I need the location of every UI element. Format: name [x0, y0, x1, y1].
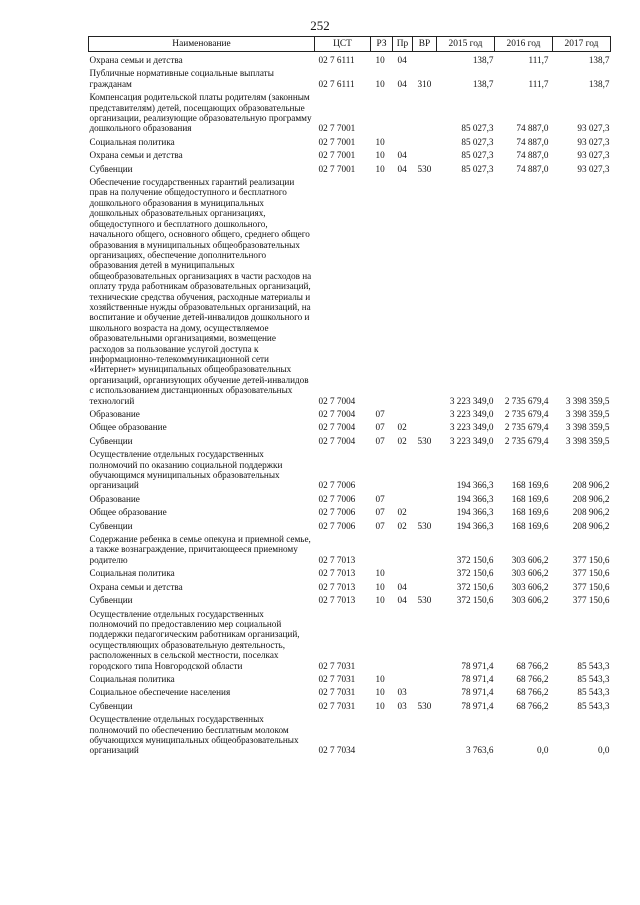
row-value-2016: 111,7 [528, 78, 549, 89]
row-vr: 530 [417, 595, 432, 606]
row-pr [393, 448, 413, 493]
row-rz: 10 [375, 163, 385, 174]
row-rz: 07 [375, 493, 385, 504]
row-value-2017: 85 543,3 [577, 700, 610, 711]
table-body [89, 52, 611, 758]
row-name: Охрана семьи и детства [89, 150, 183, 161]
row-vr: 530 [417, 520, 432, 531]
row-value-2015: 3 763,6 [465, 745, 494, 756]
table-row [89, 520, 611, 533]
row-value-2015: 3 223 349,0 [449, 435, 494, 446]
row-name: Общее образование [89, 507, 167, 518]
row-value-2017: 377 150,6 [572, 568, 610, 579]
row-vr [413, 52, 437, 68]
row-cst: 02 7 7006 [318, 507, 356, 518]
header-pr: Пр [393, 37, 413, 52]
row-vr [413, 686, 437, 699]
row-value-2017: 85 543,3 [577, 673, 610, 684]
header-2017: 2017 год [553, 37, 611, 52]
row-value-2017: 93 027,3 [577, 150, 610, 161]
row-name: Охрана семьи и детства [89, 581, 183, 592]
row-rz: 07 [375, 520, 385, 531]
row-vr [413, 608, 437, 673]
row-value-2017: 138,7 [588, 78, 610, 89]
row-cst: 02 7 7004 [318, 422, 356, 433]
table-row [89, 567, 611, 580]
table-row [89, 493, 611, 506]
row-cst: 02 7 6111 [318, 55, 355, 65]
header-rz: РЗ [371, 37, 393, 52]
page-number: 252 [310, 18, 330, 33]
row-cst: 02 7 6111 [318, 78, 355, 89]
row-rz: 10 [375, 568, 385, 579]
row-value-2015: 78 971,4 [461, 687, 494, 698]
row-name: Субвенции [89, 435, 133, 446]
row-value-2015: 138,7 [472, 55, 494, 65]
row-value-2015: 194 366,3 [456, 480, 494, 491]
row-value-2017: 3 398 359,5 [565, 422, 610, 433]
row-name: Охрана семьи и детства [89, 55, 183, 65]
row-cst: 02 7 7031 [318, 700, 356, 711]
row-value-2017: 3 398 359,5 [565, 409, 610, 419]
row-value-2017: 3 398 359,5 [565, 435, 610, 446]
row-rz [371, 533, 393, 567]
row-vr: 530 [417, 700, 432, 711]
row-cst: 02 7 7004 [318, 435, 356, 446]
row-name: Осуществление отдельных государственных полномочий по предоставлению мер социальной поддержки педагогическим работникам организаций, осуществляющих образовательную деятельность, расположенных в сельской местности, поселках городского типа Новгородской области [89, 608, 300, 671]
table-header-row [89, 37, 611, 52]
row-pr [393, 493, 413, 506]
row-value-2016: 68 766,2 [516, 673, 549, 684]
row-value-2016: 68 766,2 [516, 660, 549, 671]
row-value-2015: 3 223 349,0 [449, 395, 494, 406]
row-value-2017: 377 150,6 [572, 554, 610, 565]
row-rz [371, 608, 393, 673]
row-value-2017: 377 150,6 [572, 595, 610, 606]
row-name: Обеспечение государственных гарантий реализации прав на получение общедоступного и бесплатного дошкольного образования в муниципальных дошкольных образовательных организациях, общедоступного и бесплатного дошкольного, начального общего, основного общего, среднего общего образования в муниципальных общеобразовательных организациях, обеспечение дополнительного образования детей в муниципальных общеобразовательных организациях в части расходов на оплату труда работникам образовательных организаций, технические средства обучения, расходные материалы и хозяйственные нужды образовательных организаций, на воспитание и обучение детей-инвалидов дошкольного и школьного возраста на дому, осуществляемое образовательными организациями, возмещение расходов за пользование услугой доступа к информационно-телекоммуникационной сети «Интернет» муниципальных общеобразовательных организаций, организующих обучение детей-инвалидов с использованием дистанционных образовательных технологий [89, 177, 312, 406]
row-pr [393, 176, 413, 408]
row-value-2015: 372 150,6 [456, 554, 494, 565]
row-rz: 07 [375, 435, 385, 446]
row-cst: 02 7 7013 [318, 568, 356, 579]
row-pr: 04 [397, 581, 407, 592]
row-name: Социальное обеспечение населения [89, 687, 231, 698]
row-name: Образование [89, 493, 140, 504]
row-pr: 04 [397, 55, 407, 65]
table-row [89, 136, 611, 149]
row-vr [413, 176, 437, 408]
row-name: Осуществление отдельных государственных полномочий по оказанию социальной поддержки обучающимся муниципальных образовательных организаций [89, 449, 283, 491]
row-value-2017: 85 543,3 [577, 660, 610, 671]
row-pr: 02 [397, 520, 407, 531]
row-vr [413, 533, 437, 567]
row-rz: 10 [375, 595, 385, 606]
row-value-2015: 138,7 [472, 78, 494, 89]
row-value-2015: 194 366,3 [456, 493, 494, 504]
row-value-2017: 93 027,3 [577, 136, 610, 147]
row-vr [413, 91, 437, 136]
header-cst: ЦСТ [315, 37, 371, 52]
row-cst: 02 7 7031 [318, 673, 356, 684]
row-rz: 10 [375, 687, 385, 698]
row-pr: 04 [397, 150, 407, 161]
row-value-2016: 111,7 [528, 55, 549, 65]
row-value-2017: 208 906,2 [572, 480, 610, 491]
row-value-2015: 78 971,4 [461, 660, 494, 671]
row-value-2015: 3 223 349,0 [449, 422, 494, 433]
row-value-2015: 85 027,3 [461, 123, 494, 134]
row-rz: 07 [375, 409, 385, 419]
row-vr: 310 [417, 78, 432, 89]
row-cst: 02 7 7006 [318, 480, 356, 491]
row-name: Субвенции [89, 595, 133, 606]
row-vr [413, 506, 437, 519]
row-value-2016: 303 606,2 [511, 568, 549, 579]
row-pr [393, 408, 413, 421]
row-name: Субвенции [89, 520, 133, 531]
row-value-2016: 74 887,0 [516, 150, 549, 161]
row-rz: 10 [375, 700, 385, 711]
row-rz: 10 [375, 55, 385, 65]
row-pr [393, 567, 413, 580]
row-rz: 10 [375, 136, 385, 147]
row-name: Субвенции [89, 700, 133, 711]
row-rz [371, 448, 393, 493]
row-value-2015: 78 971,4 [461, 700, 494, 711]
table-row [89, 67, 611, 91]
row-value-2016: 168 169,6 [511, 480, 549, 491]
row-vr: 530 [417, 435, 432, 446]
row-pr: 03 [397, 687, 407, 698]
row-value-2015: 372 150,6 [456, 568, 494, 579]
row-vr [413, 493, 437, 506]
budget-table [88, 36, 611, 758]
row-pr: 04 [397, 595, 407, 606]
row-name: Компенсация родительской платы родителям (законным представителям) детей, посещающих образовательные организации, реализующие образовательную программу дошкольного образования [89, 92, 312, 134]
table-row [89, 700, 611, 713]
row-pr [393, 91, 413, 136]
row-vr [413, 408, 437, 421]
row-rz [371, 713, 393, 758]
table-row [89, 608, 611, 673]
row-rz: 07 [375, 422, 385, 433]
row-rz: 10 [375, 150, 385, 161]
row-name: Социальная политика [89, 136, 175, 147]
row-rz [371, 176, 393, 408]
row-cst: 02 7 7034 [318, 745, 356, 756]
row-value-2016: 68 766,2 [516, 700, 549, 711]
row-value-2015: 372 150,6 [456, 581, 494, 592]
row-value-2016: 168 169,6 [511, 493, 549, 504]
row-value-2017: 208 906,2 [572, 493, 610, 504]
row-vr [413, 136, 437, 149]
row-pr: 03 [397, 700, 407, 711]
row-value-2017: 85 543,3 [577, 687, 610, 698]
row-cst: 02 7 7004 [318, 395, 356, 406]
table-row [89, 421, 611, 434]
row-vr [413, 581, 437, 594]
row-pr: 04 [397, 78, 407, 89]
row-value-2015: 85 027,3 [461, 150, 494, 161]
table-row [89, 163, 611, 176]
row-pr [393, 608, 413, 673]
row-rz: 07 [375, 507, 385, 518]
row-name: Образование [89, 409, 140, 419]
row-name: Социальная политика [89, 673, 175, 684]
row-vr [413, 149, 437, 162]
row-rz: 10 [375, 78, 385, 89]
row-cst: 02 7 7001 [318, 150, 356, 161]
table-row [89, 176, 611, 408]
row-value-2016: 2 735 679,4 [504, 395, 549, 406]
row-value-2016: 74 887,0 [516, 163, 549, 174]
row-pr: 02 [397, 507, 407, 518]
row-cst: 02 7 7013 [318, 595, 356, 606]
table-row [89, 506, 611, 519]
row-pr [393, 136, 413, 149]
table-row [89, 533, 611, 567]
table-row [89, 713, 611, 758]
row-vr: 530 [417, 163, 432, 174]
row-name: Общее образование [89, 422, 167, 433]
row-vr [413, 713, 437, 758]
row-value-2017: 377 150,6 [572, 581, 610, 592]
row-name: Социальная политика [89, 568, 175, 579]
row-cst: 02 7 7001 [318, 136, 356, 147]
row-value-2017: 0,0 [598, 745, 610, 756]
row-cst: 02 7 7013 [318, 581, 356, 592]
row-value-2017: 93 027,3 [577, 123, 610, 134]
row-value-2016: 0,0 [537, 745, 549, 756]
row-value-2016: 74 887,0 [516, 136, 549, 147]
row-rz: 10 [375, 581, 385, 592]
row-vr [413, 567, 437, 580]
table-row [89, 91, 611, 136]
row-name: Публичные нормативные социальные выплаты гражданам [89, 68, 274, 89]
table-row [89, 581, 611, 594]
row-value-2016: 74 887,0 [516, 123, 549, 134]
header-name: Наименование [89, 37, 315, 52]
row-value-2016: 303 606,2 [511, 581, 549, 592]
table-row [89, 686, 611, 699]
row-vr [413, 448, 437, 493]
row-cst: 02 7 7004 [318, 409, 356, 419]
table-row [89, 149, 611, 162]
row-value-2017: 3 398 359,5 [565, 395, 610, 406]
row-value-2017: 93 027,3 [577, 163, 610, 174]
row-name: Осуществление отдельных государственных полномочий по обеспечению бесплатным молоком обучающихся муниципальных общеобразовательных организаций [89, 714, 299, 756]
table-row [89, 435, 611, 448]
row-vr [413, 421, 437, 434]
row-value-2017: 138,7 [588, 55, 610, 65]
row-name: Содержание ребенка в семье опекуна и приемной семье, а также вознаграждение, причитающееся приемному родителю [89, 534, 311, 565]
table-row [89, 448, 611, 493]
row-vr [413, 673, 437, 686]
row-rz [371, 91, 393, 136]
row-value-2015: 78 971,4 [461, 673, 494, 684]
row-value-2017: 208 906,2 [572, 520, 610, 531]
row-cst: 02 7 7031 [318, 687, 356, 698]
row-value-2015: 85 027,3 [461, 163, 494, 174]
row-value-2016: 303 606,2 [511, 595, 549, 606]
row-cst: 02 7 7031 [318, 660, 356, 671]
row-value-2016: 2 735 679,4 [504, 435, 549, 446]
row-cst: 02 7 7006 [318, 520, 356, 531]
row-pr [393, 533, 413, 567]
row-value-2015: 85 027,3 [461, 136, 494, 147]
table-row [89, 594, 611, 607]
header-vr: ВР [413, 37, 437, 52]
row-value-2016: 168 169,6 [511, 507, 549, 518]
row-value-2015: 194 366,3 [456, 507, 494, 518]
row-pr [393, 713, 413, 758]
row-pr: 02 [397, 435, 407, 446]
table-row [89, 52, 611, 68]
row-cst: 02 7 7001 [318, 123, 356, 134]
row-cst: 02 7 7013 [318, 554, 356, 565]
header-2016: 2016 год [495, 37, 553, 52]
table-row [89, 673, 611, 686]
row-value-2017: 208 906,2 [572, 507, 610, 518]
row-value-2015: 372 150,6 [456, 595, 494, 606]
header-2015: 2015 год [437, 37, 495, 52]
row-value-2016: 2 735 679,4 [504, 409, 549, 419]
row-pr: 04 [397, 163, 407, 174]
row-rz: 10 [375, 673, 385, 684]
row-value-2016: 303 606,2 [511, 554, 549, 565]
row-cst: 02 7 7006 [318, 493, 356, 504]
row-value-2015: 194 366,3 [456, 520, 494, 531]
row-name: Субвенции [89, 163, 133, 174]
table-row [89, 408, 611, 421]
row-pr [393, 673, 413, 686]
row-value-2015: 3 223 349,0 [449, 409, 494, 419]
row-value-2016: 68 766,2 [516, 687, 549, 698]
row-cst: 02 7 7001 [318, 163, 356, 174]
row-value-2016: 168 169,6 [511, 520, 549, 531]
row-value-2016: 2 735 679,4 [504, 422, 549, 433]
row-pr: 02 [397, 422, 407, 433]
